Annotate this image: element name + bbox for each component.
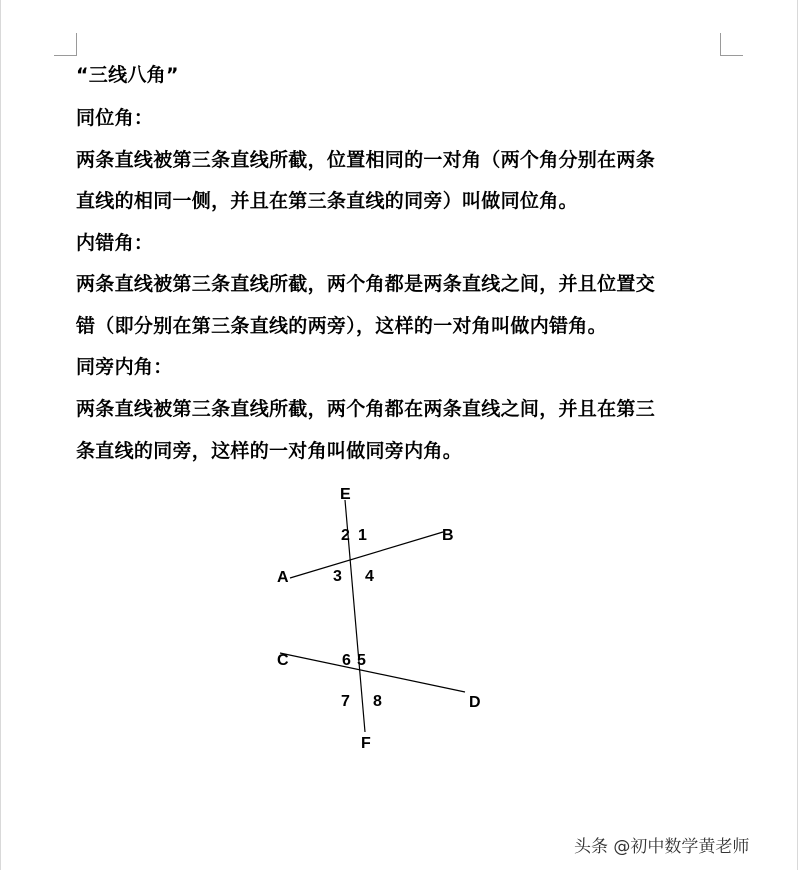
angle-label-8: 8 [373, 693, 382, 710]
point-label-a: A [277, 569, 289, 586]
angle-label-3: 3 [333, 568, 342, 585]
point-label-e: E [340, 486, 351, 503]
paragraph-line: 两条直线被第三条直线所截，两个角都在两条直线之间，并且在第三 [76, 398, 656, 420]
point-label-c: C [277, 652, 289, 669]
angle-label-6: 6 [342, 652, 351, 669]
paragraph-line: 直线的相同一侧，并且在第三条直线的同旁）叫做同位角。 [76, 190, 578, 212]
paragraph-line: 两条直线被第三条直线所截，位置相同的一对角（两个角分别在两条 [76, 149, 656, 171]
heading-corresponding-angles: 同位角： [76, 107, 154, 129]
watermark: 头条 @初中数学黄老师 [574, 837, 750, 857]
document-title: “三线八角” [76, 64, 179, 86]
angle-label-2: 2 [341, 527, 350, 544]
point-label-d: D [469, 694, 481, 711]
heading-alternate-interior-angles: 内错角： [76, 232, 154, 254]
paragraph-line: 条直线的同旁，这样的一对角叫做同旁内角。 [76, 440, 463, 462]
point-label-f: F [361, 735, 371, 752]
point-label-b: B [442, 527, 454, 544]
line-cd [280, 653, 465, 692]
heading-same-side-interior-angles: 同旁内角： [76, 356, 173, 378]
angle-label-7: 7 [341, 693, 350, 710]
angle-label-1: 1 [358, 527, 367, 544]
angle-label-5: 5 [357, 652, 366, 669]
paragraph-line: 错（即分别在第三条直线的两旁），这样的一对角叫做内错角。 [76, 315, 607, 337]
paragraph-line: 两条直线被第三条直线所截，两个角都是两条直线之间，并且位置交 [76, 273, 656, 295]
angle-label-4: 4 [365, 568, 374, 585]
